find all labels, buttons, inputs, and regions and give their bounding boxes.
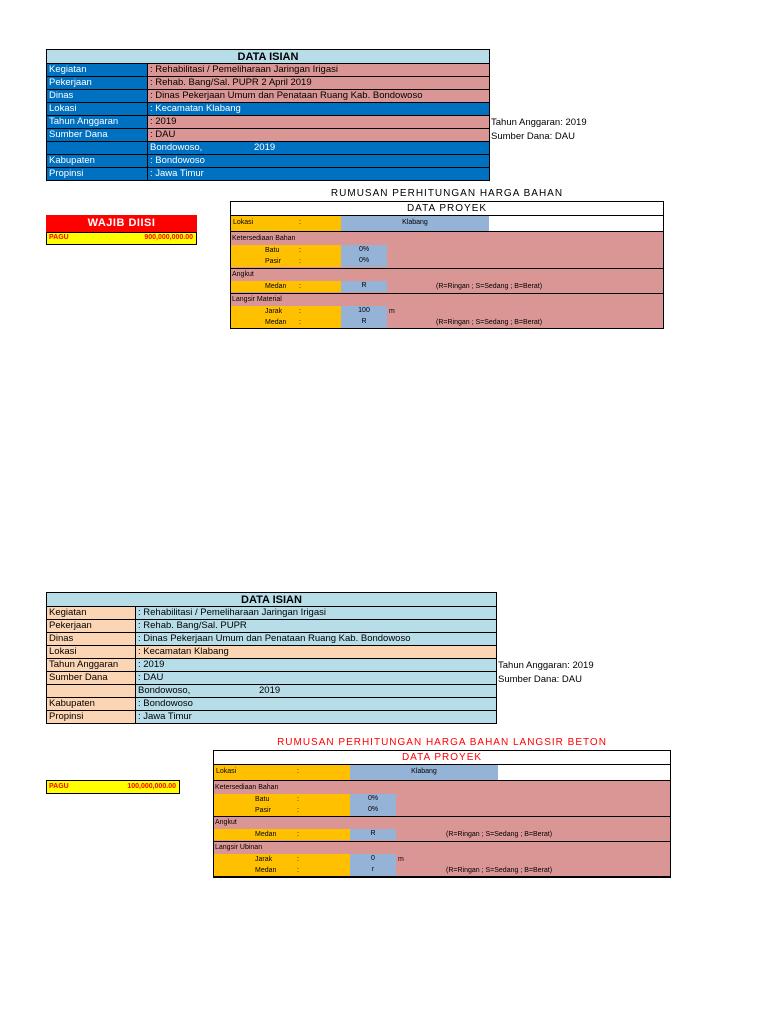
s2-row-tahun — [46, 659, 497, 672]
s1-jarak-unit: m — [389, 308, 395, 315]
s2-ketersediaan-label: Ketersediaan Bahan — [215, 784, 279, 791]
s1-pagu-value[interactable]: 900,000,000.00 — [144, 234, 193, 241]
s2-angkut-label: Angkut — [215, 819, 237, 826]
s2-jarak-value[interactable]: 0 — [350, 854, 396, 865]
s1-side-sumber: Sumber Dana: DAU — [491, 131, 575, 142]
s2-row-sumber — [46, 672, 497, 685]
s1-row-pekerjaan — [46, 77, 490, 90]
s2-jarak-cell — [214, 854, 350, 865]
s2-side-tahun: Tahun Anggaran: 2019 — [498, 660, 594, 671]
s2-value-tahun[interactable]: : 2019 — [138, 659, 165, 670]
s2-medan-label: Medan — [255, 831, 277, 838]
s2-value-dinas[interactable]: : Dinas Pekerjaan Umum dan Penataan Ruang Kab. Bondowoso — [138, 633, 411, 644]
s1-medan-cell — [231, 281, 341, 292]
s1-row-bondowoso — [46, 142, 490, 155]
s2-value-pekerjaan[interactable]: : Rehab. Bang/Sal. PUPR — [138, 620, 247, 631]
s2-langsir-block — [213, 841, 671, 878]
s1-pagu-label: PAGU — [49, 234, 69, 241]
s2-label-sumber: Sumber Dana — [47, 672, 136, 684]
s1-pasir-value[interactable]: 0% — [341, 256, 387, 267]
s1-lokasi-cell — [231, 216, 341, 231]
s1-value-bondowoso-year[interactable]: 2019 — [254, 142, 276, 153]
s1-row-kabupaten — [46, 155, 490, 168]
s1-batu-label: Batu — [265, 247, 280, 254]
s2-lokasi-label: Lokasi — [216, 768, 237, 775]
s2-pagu-label: PAGU — [49, 783, 69, 790]
s2-medan2-cell — [214, 865, 350, 876]
s2-value-kabupaten[interactable]: : Bondowoso — [138, 698, 193, 709]
s2-label-empty — [47, 685, 136, 697]
s1-label-kabupaten: Kabupaten — [47, 155, 148, 167]
s1-label-kegiatan: Kegiatan — [47, 64, 148, 76]
s1-jarak-label: Jarak — [265, 308, 283, 315]
s1-medan-label: Medan — [265, 283, 287, 290]
s2-jarak-label: Jarak — [255, 856, 273, 863]
sheet1-title: DATA ISIAN — [46, 49, 490, 64]
s1-lokasi-row — [230, 216, 664, 231]
s1-value-tahun[interactable]: : 2019 — [148, 116, 489, 128]
s1-data-proyek: DATA PROYEK — [230, 201, 664, 216]
s1-lokasi-label: Lokasi — [233, 219, 254, 226]
s1-langsir-label: Langsir Material — [232, 296, 282, 303]
s1-row-kegiatan — [46, 64, 490, 77]
s2-pasir-value[interactable]: 0% — [350, 805, 396, 816]
s2-value-kegiatan[interactable]: : Rehabilitasi / Pemeliharaan Jaringan Irigasi — [138, 607, 326, 618]
s1-angkut-label: Angkut — [232, 271, 254, 278]
s2-value-sumber[interactable]: : DAU — [138, 672, 164, 683]
s1-lokasi-value[interactable]: Klabang — [341, 216, 489, 231]
s1-row-sumber — [46, 129, 490, 142]
s2-colon: : — [297, 796, 299, 803]
s1-medan-value[interactable]: R — [341, 281, 387, 292]
s1-label-tahun: Tahun Anggaran — [47, 116, 148, 128]
s1-label-dinas: Dinas — [47, 90, 148, 102]
s2-label-dinas: Dinas — [47, 633, 136, 645]
s2-medan2-value[interactable]: r — [350, 865, 396, 876]
s1-row-propinsi — [46, 168, 490, 181]
s2-row-bondowoso — [46, 685, 497, 698]
s1-colon: : — [299, 258, 301, 265]
s1-label-propinsi: Propinsi — [47, 168, 148, 180]
s2-medan-note: (R=Ringan ; S=Sedang ; B=Berat) — [446, 831, 553, 838]
s1-row-lokasi — [46, 103, 490, 116]
s2-angkut-block — [213, 816, 671, 841]
s1-medan2-cell — [231, 317, 341, 328]
s1-side-tahun: Tahun Anggaran: 2019 — [491, 117, 587, 128]
sheet2-title: DATA ISIAN — [46, 592, 497, 607]
s1-value-lokasi[interactable]: : Kecamatan Klabang — [148, 103, 489, 115]
s2-colon: : — [297, 856, 299, 863]
s2-value-bondowoso-year[interactable]: 2019 — [259, 685, 281, 696]
s2-lokasi-value[interactable]: Klabang — [350, 765, 498, 780]
s2-medan-value[interactable]: R — [350, 829, 396, 840]
s2-side-sumber: Sumber Dana: DAU — [498, 674, 582, 685]
s2-lokasi-cell — [214, 765, 350, 780]
s2-colon: : — [297, 867, 299, 874]
s2-rumusan-title: RUMUSAN PERHITUNGAN HARGA BAHAN LANGSIR BETON — [277, 737, 607, 748]
s1-value-kegiatan[interactable]: : Rehabilitasi / Pemeliharaan Jaringan Irigasi — [148, 64, 489, 76]
s2-value-lokasi[interactable]: : Kecamatan Klabang — [138, 646, 229, 657]
s1-colon: : — [299, 308, 301, 315]
s2-medan2-label: Medan — [255, 867, 277, 874]
s1-colon: : — [299, 319, 301, 326]
s1-value-bondowoso[interactable]: Bondowoso, — [150, 142, 203, 153]
s2-row-lokasi — [46, 646, 497, 659]
s1-medan2-value[interactable]: R — [341, 317, 387, 328]
s2-row-kabupaten — [46, 698, 497, 711]
s2-data-proyek: DATA PROYEK — [213, 750, 671, 765]
s2-batu-cell — [214, 794, 350, 805]
s1-label-sumber: Sumber Dana — [47, 129, 148, 141]
s1-medan2-note: (R=Ringan ; S=Sedang ; B=Berat) — [436, 319, 543, 326]
s2-value-propinsi[interactable]: : Jawa Timur — [138, 711, 192, 722]
s2-pagu-value[interactable]: 100,000,000.00 — [127, 783, 176, 790]
s1-jarak-cell — [231, 306, 341, 317]
s2-medan-cell — [214, 829, 350, 840]
s2-row-dinas — [46, 633, 497, 646]
s1-value-kabupaten[interactable]: : Bondowoso — [150, 155, 205, 166]
s1-colon: : — [299, 219, 301, 226]
s1-batu-cell — [231, 245, 341, 256]
s1-ketersediaan-block — [230, 231, 664, 268]
s1-label-empty — [47, 142, 148, 154]
s1-label-pekerjaan: Pekerjaan — [47, 77, 148, 89]
s2-row-kegiatan — [46, 607, 497, 620]
s1-langsir-block — [230, 293, 664, 329]
s1-value-propinsi[interactable]: : Jawa Timur — [150, 168, 204, 179]
s2-label-propinsi: Propinsi — [47, 711, 136, 723]
s2-jarak-unit: m — [398, 856, 404, 863]
s2-colon: : — [297, 768, 299, 775]
s2-label-tahun: Tahun Anggaran — [47, 659, 136, 671]
s2-value-bondowoso[interactable]: Bondowoso, — [138, 685, 191, 696]
s1-row-dinas — [46, 90, 490, 103]
s1-medan2-label: Medan — [265, 319, 287, 326]
s1-label-lokasi: Lokasi — [47, 103, 148, 115]
s2-langsir-label: Langsir Ubinan — [215, 844, 263, 851]
s1-batu-value[interactable]: 0% — [341, 245, 387, 256]
s2-batu-value[interactable]: 0% — [350, 794, 396, 805]
s1-medan-note: (R=Ringan ; S=Sedang ; B=Berat) — [436, 283, 543, 290]
s2-label-kegiatan: Kegiatan — [47, 607, 136, 619]
s1-pasir-cell — [231, 256, 341, 267]
s1-angkut-block — [230, 268, 664, 293]
s2-row-propinsi — [46, 711, 497, 724]
s2-colon: : — [297, 807, 299, 814]
s1-wajib-diisi: WAJIB DIISI — [46, 215, 197, 232]
s2-label-lokasi: Lokasi — [47, 646, 136, 658]
s1-rumusan-title: RUMUSAN PERHITUNGAN HARGA BAHAN — [330, 188, 564, 199]
s2-pasir-cell — [214, 805, 350, 816]
s1-row-tahun — [46, 116, 490, 129]
s2-pasir-label: Pasir — [255, 807, 271, 814]
s2-ketersediaan-block — [213, 780, 671, 816]
s2-label-kabupaten: Kabupaten — [47, 698, 136, 710]
s1-ketersediaan-label: Ketersediaan Bahan — [232, 235, 296, 242]
s2-medan2-note: (R=Ringan ; S=Sedang ; B=Berat) — [446, 867, 553, 874]
s2-row-pekerjaan — [46, 620, 497, 633]
s2-label-pekerjaan: Pekerjaan — [47, 620, 136, 632]
s1-pasir-label: Pasir — [265, 258, 281, 265]
s1-value-sumber[interactable]: : DAU — [148, 129, 489, 141]
s2-pagu — [46, 780, 180, 794]
s1-jarak-value[interactable]: 100 — [341, 306, 387, 317]
s1-colon: : — [299, 247, 301, 254]
s1-value-dinas[interactable]: : Dinas Pekerjaan Umum dan Penataan Ruang Kab. Bondowoso — [148, 90, 489, 102]
s2-batu-label: Batu — [255, 796, 270, 803]
s2-colon: : — [297, 831, 299, 838]
s1-pagu — [46, 232, 197, 245]
s1-value-pekerjaan[interactable]: : Rehab. Bang/Sal. PUPR 2 April 2019 — [148, 77, 489, 89]
s1-colon: : — [299, 283, 301, 290]
s2-lokasi-row — [213, 765, 671, 780]
